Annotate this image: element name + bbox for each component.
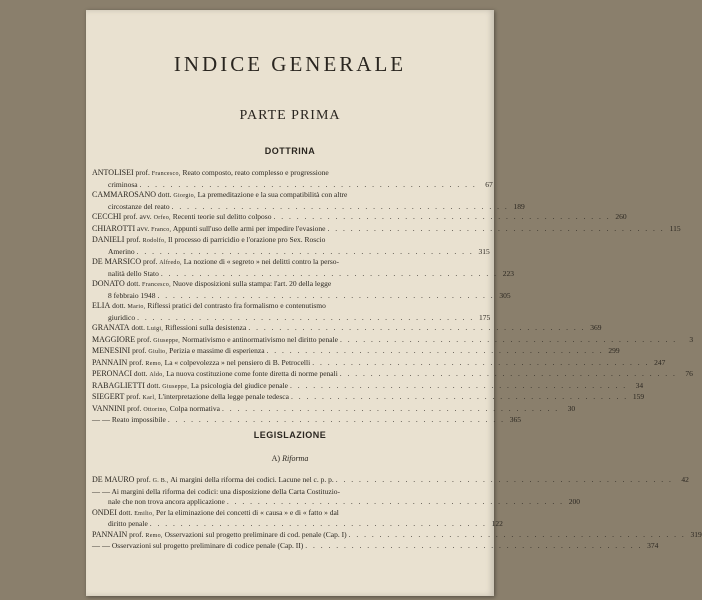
entry-qualification: prof. (132, 346, 147, 355)
index-entry (92, 223, 681, 236)
index-entry (92, 301, 491, 323)
page-number: 369 (590, 323, 602, 332)
entry-title-continued: giuridico (108, 312, 136, 322)
entry-first-name: Francesco, (142, 282, 171, 288)
section-title-legislazione: LEGISLAZIONE (253, 430, 327, 440)
subsection-prefix: A) (271, 454, 281, 463)
index-entry (92, 334, 694, 347)
page-number: 76 (685, 369, 693, 378)
dot-leader: . . . . . . . . . . . . . . . . . . . . . . . . . . . . . . . . . . . . . . . . . . . . (136, 246, 474, 256)
page-title: INDICE GENERALE (173, 52, 407, 76)
page-number: 122 (491, 519, 503, 528)
page-number: 189 (513, 201, 525, 211)
entry-first-name: G. B., (152, 478, 169, 484)
dot-leader: . . . . . . . . . . . . . . . . . . . . . . . . . . . . . . . . . . . . . . . . . . . . (221, 403, 560, 413)
page-number: 200 (568, 497, 580, 506)
part-title: PARTE PRIMA (239, 108, 341, 123)
entry-title: La « colpevolezza » nel pensiero di B. Petrocelli (164, 357, 311, 367)
entry-author: — — (92, 486, 110, 496)
entry-title: L'interpretazione della legge penale tedesca (158, 392, 289, 401)
index-entry (92, 323, 602, 335)
legislazione-entries (92, 475, 702, 552)
entry-first-name: Giuseppe, (162, 383, 190, 390)
page-number: 319 (690, 529, 702, 539)
entry-author: — — (92, 541, 110, 550)
dot-leader: . . . . . . . . . . . . . . . . . . . . . . . . . . . . . . . . . . . . . . . . . . . . (305, 541, 643, 550)
entry-author: CAMMAROSANO (92, 190, 157, 199)
entry-qualification: prof. (135, 168, 150, 177)
entry-qualification: dott. (126, 279, 141, 288)
entry-first-name: Rodolfo, (142, 238, 167, 244)
entry-author: — — (92, 415, 110, 424)
page-number: 299 (608, 346, 620, 355)
entry-first-name: Giorgio, (173, 193, 196, 199)
index-entry (92, 346, 620, 358)
dot-leader: . . . . . . . . . . . . . . . . . . . . . . . . . . . . . . . . . . . . . . . . . . . . (171, 201, 509, 211)
dot-leader: . . . . . . . . . . . . . . . . . . . . . . . . . . . . . . . . . . . . . . . . . . . . (289, 380, 628, 390)
entry-author: MENESINI (92, 346, 131, 355)
entry-title: Recenti teorie sul delitto colposo (172, 212, 272, 221)
entry-first-name: Giulio, (148, 349, 168, 355)
entry-qualification: avv. (136, 223, 150, 233)
dot-leader: . . . . . . . . . . . . . . . . . . . . . . . . . . . . . . . . . . . . . . . . . . . . (312, 357, 650, 367)
index-entry (92, 257, 514, 279)
entry-qualification: dott. (112, 301, 126, 310)
index-entry (92, 380, 644, 393)
entry-author: VANNINI (92, 403, 126, 413)
page-number: 42 (681, 475, 689, 484)
entry-title: Osservazioni sul progetto preliminare di cod. penale (Cap. I) (164, 529, 347, 539)
entry-qualification: dott. (133, 369, 148, 378)
page-number: 260 (615, 212, 627, 221)
entry-title: Ai margini della riforma dei codici. Lacune nel c. p. p. (170, 475, 334, 484)
entry-qualification: prof. (136, 334, 152, 344)
entry-first-name: Aldo, (149, 372, 165, 378)
dot-leader: . . . . . . . . . . . . . . . . . . . . . . . . . . . . . . . . . . . . . . . . . . . . (137, 312, 475, 322)
entry-first-name: Remo, (145, 532, 163, 539)
entry-first-name: Ottorino, (143, 406, 168, 413)
index-entry (92, 507, 503, 530)
entry-author: DONATO (92, 279, 125, 288)
entry-author: SIEGERT (92, 392, 125, 401)
entry-author: PANNAIN (92, 357, 128, 367)
entry-author: CECCHI (92, 212, 122, 221)
page-number: 365 (509, 415, 521, 424)
dot-leader: . . . . . . . . . . . . . . . . . . . . . . . . . . . . . . . . . . . . . . . . . . . . (273, 212, 611, 221)
entry-title-continued: 8 febbraio 1948 (108, 290, 156, 300)
entry-first-name: Orfeo, (153, 215, 171, 221)
dottrina-entries (92, 168, 694, 426)
entry-first-name: Mario, (127, 304, 146, 310)
dot-leader: . . . . . . . . . . . . . . . . . . . . . . . . . . . . . . . . . . . . . . . . . . . . (335, 475, 673, 484)
index-entry (92, 357, 666, 370)
dot-leader: . . . . . . . . . . . . . . . . . . . . . . . . . . . . . . . . . . . . . . . . . . . . (327, 223, 665, 233)
dot-leader: . . . . . . . . . . . . . . . . . . . . . . . . . . . . . . . . . . . . . . . . . . . . (226, 497, 564, 506)
entry-title: Il processo di parricidio e l'orazione pro Sex. Roscio (168, 235, 326, 244)
page-number: 115 (669, 223, 681, 233)
entry-title: La nozione di « segreto » nei delitti contro la perso- (183, 257, 340, 266)
entry-qualification: prof. (129, 357, 144, 367)
dot-leader: . . . . . . . . . . . . . . . . . . . . . . . . . . . . . . . . . . . . . . . . . . . . (290, 392, 629, 401)
index-entry (92, 486, 580, 508)
dot-leader: . . . . . . . . . . . . . . . . . . . . . . . . . . . . . . . . . . . . . . . . . . . . (340, 334, 678, 344)
index-entry (92, 279, 511, 301)
dot-leader: . . . . . . . . . . . . . . . . . . . . . . . . . . . . . . . . . . . . . . . . . . . . (339, 369, 677, 378)
entry-qualification: prof. (127, 403, 142, 413)
entry-qualification: prof. (129, 529, 144, 539)
entry-title: Nuove disposizioni sulla stampa: l'art. 20 della legge (172, 279, 332, 288)
entry-title: Riflessioni sulla desistenza (165, 323, 247, 332)
page-number: 30 (567, 403, 576, 413)
index-entry (92, 190, 525, 212)
entry-title: Perizia e massime di esperienza (169, 346, 265, 355)
dot-leader: . . . . . . . . . . . . . . . . . . . . . . . . . . . . . . . . . . . . . . . . . . . . (348, 529, 686, 539)
dot-leader: . . . . . . . . . . . . . . . . . . . . . . . . . . . . . . . . . . . . . . . . . . . . (160, 268, 498, 278)
entry-title-continued: nalità dello Stato (108, 268, 159, 278)
entry-first-name: Emilio, (134, 510, 155, 517)
entry-title-continued: nale che non trova ancora applicazione (108, 497, 225, 506)
page-number: 247 (654, 357, 666, 367)
entry-title: Ai margini della riforma dei codici: una disposizione della Carta Costituzio- (111, 486, 341, 496)
entry-first-name: Remo, (145, 360, 163, 367)
page-number: 315 (478, 246, 490, 256)
entry-title: Reato composto, reato complesso e progressione (182, 168, 329, 177)
index-entry (92, 529, 702, 542)
entry-title: Appunti sull'uso delle armi per impedire l'evasione (172, 223, 326, 233)
entry-first-name: Giuseppe, (153, 337, 181, 344)
entry-author: ONDEI (92, 507, 117, 517)
entry-author: DE MARSICO (92, 257, 142, 266)
entry-title: Colpa normativa (169, 403, 220, 413)
entry-title: Osservazioni sul progetto preliminare di codice penale (Cap. II) (111, 541, 304, 550)
entry-author: DANIELI (92, 235, 125, 244)
entry-qualification: dott. (157, 190, 172, 199)
subsection-title-riforma (86, 454, 494, 463)
page-number: 67 (485, 179, 493, 189)
entry-title: La nuova costituzione come fonte diretta di norme penali (166, 369, 338, 378)
entry-author: ELIA (92, 301, 111, 310)
entry-author: CHIAROTTI (92, 223, 136, 233)
entry-qualification: prof. avv. (123, 212, 152, 221)
entry-title: La premeditazione e la sua compatibilità con altre (197, 190, 348, 199)
dot-leader: . . . . . . . . . . . . . . . . . . . . . . . . . . . . . . . . . . . . . . . . . . . . (157, 290, 495, 300)
entry-qualification: prof. (136, 475, 151, 484)
entry-first-name: Alfredo, (159, 260, 182, 266)
dot-leader: . . . . . . . . . . . . . . . . . . . . . . . . . . . . . . . . . . . . . . . . . . . . (266, 346, 604, 355)
index-entry (92, 541, 659, 552)
dot-leader: . . . . . . . . . . . . . . . . . . . . . . . . . . . . . . . . . . . . . . . . . . . . (139, 179, 477, 189)
entry-author: DE MAURO (92, 475, 135, 484)
dot-leader: . . . . . . . . . . . . . . . . . . . . . . . . . . . . . . . . . . . . . . . . . . . . (248, 323, 586, 332)
entry-title: Normativismo e antinormativismo nel diritto penale (181, 334, 338, 344)
section-title-dottrina: DOTTRINA (264, 146, 316, 156)
entry-title: Reato impossibile (111, 415, 166, 424)
index-entry (92, 403, 576, 416)
dot-leader: . . . . . . . . . . . . . . . . . . . . . . . . . . . . . . . . . . . . . . . . . . . . (167, 415, 505, 424)
subsection-label: Riforma (282, 454, 309, 463)
entry-title: Per la eliminazione dei concetti di « causa » e di « fatto » dal (156, 507, 339, 517)
dot-leader: . . . . . . . . . . . . . . . . . . . . . . . . . . . . . . . . . . . . . . . . . . . . (149, 519, 487, 528)
entry-first-name: Franco, (151, 226, 172, 233)
entry-first-name: Karl, (142, 395, 157, 401)
entry-qualification: prof. (126, 392, 141, 401)
entry-author: GRANATA (92, 323, 130, 332)
entry-author: MAGGIORE (92, 334, 136, 344)
entry-title-continued: diritto penale (108, 519, 148, 528)
entry-qualification: dott. (131, 323, 146, 332)
entry-qualification: dott. (118, 507, 133, 517)
page-number: 3 (689, 334, 694, 344)
index-entry (92, 392, 645, 404)
page-number: 374 (647, 541, 659, 550)
page-number: 223 (502, 268, 514, 278)
page-number: 159 (632, 392, 645, 401)
entry-author: ANTOLISEI (92, 168, 134, 177)
entry-title: La psicologia del giudice penale (190, 380, 288, 390)
page-number: 175 (478, 312, 491, 322)
entry-author: RABAGLIETTI (92, 380, 145, 390)
entry-qualification: dott. (146, 380, 161, 390)
page-number: 34 (635, 380, 644, 390)
entry-first-name: Francesco, (151, 171, 181, 177)
index-entry (92, 369, 693, 381)
entry-qualification: prof. (126, 235, 141, 244)
index-entry (92, 168, 493, 190)
entry-first-name: Luigi, (146, 326, 164, 332)
page-number: 305 (499, 290, 511, 300)
book-page (86, 10, 702, 596)
index-entry (92, 212, 627, 224)
index-entry (92, 475, 689, 487)
entry-title: Riflessi pratici del contrasto fra formalismo e contenutismo (147, 301, 326, 310)
entry-title-continued: circostanze del reato (108, 201, 170, 211)
entry-qualification: prof. (143, 257, 158, 266)
entry-title-continued: criminosa (108, 179, 138, 189)
entry-author: PERONACI (92, 369, 133, 378)
entry-author: PANNAIN (92, 529, 128, 539)
index-entry (92, 235, 488, 257)
index-entry (92, 415, 521, 426)
entry-title-continued: Amerino (108, 246, 135, 256)
